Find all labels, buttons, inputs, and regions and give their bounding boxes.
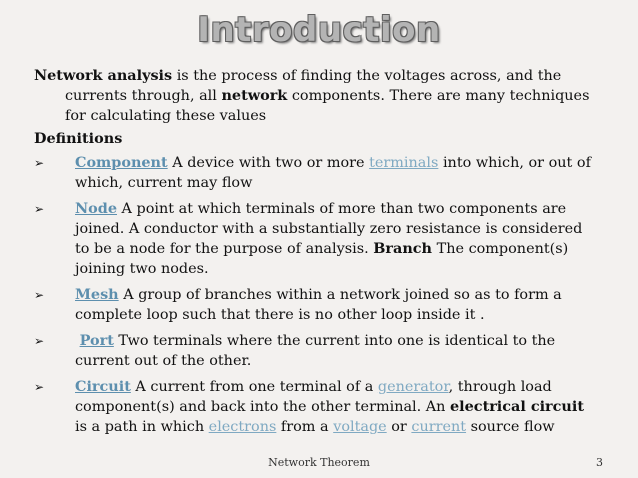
item-text: Two terminals where the current into one is identical to the current out of the other. (75, 333, 556, 369)
intro-text-end: components. There are many techniques for calculating these values (65, 88, 590, 124)
term-node-link[interactable]: Node (75, 200, 117, 217)
term-port-link[interactable]: Port (79, 332, 114, 349)
list-item-circuit (34, 377, 600, 437)
intro-bold-network: network (221, 87, 288, 104)
item-text: A device with two or more (167, 155, 370, 171)
definitions-heading: Definitions (34, 130, 123, 147)
item-text: or (386, 419, 412, 435)
intro-text: is the process of finding the voltages across, and the currents through, all (65, 68, 562, 104)
list-item-node (34, 199, 600, 279)
item-text: source flow (466, 419, 555, 435)
list-item-mesh (34, 285, 600, 325)
arrow-bullet-icon: ➢ (34, 156, 45, 170)
terminals-link[interactable]: terminals (369, 155, 439, 171)
electrical-circuit-bold: electrical circuit (450, 398, 584, 415)
current-link[interactable]: current (411, 419, 467, 435)
arrow-bullet-icon: ➢ (34, 202, 45, 216)
generator-link[interactable]: generator (377, 379, 449, 395)
page-number: 3 (596, 456, 603, 469)
list-item-port (34, 331, 600, 371)
slide-title: Introduction (197, 10, 441, 50)
item-text: is a path in which (75, 419, 209, 435)
term-mesh-link[interactable]: Mesh (75, 286, 119, 303)
item-text: The component(s) joining two nodes. (75, 241, 569, 277)
footer-label: Network Theorem (268, 456, 370, 469)
item-text: A point at which terminals of more than two components are joined. A conductor with a substantially zero resistance is considered to be a node for the purpose of analysis. (75, 201, 583, 257)
voltage-link[interactable]: voltage (333, 419, 387, 435)
slide-body (34, 66, 600, 443)
list-item-component (34, 153, 600, 193)
arrow-bullet-icon: ➢ (34, 380, 45, 394)
item-text: A group of branches within a network joined so as to form a complete loop such that there is no other loop inside it . (75, 287, 562, 323)
item-text: , through load component(s) and back into the other terminal. An (75, 379, 552, 415)
branch-bold: Branch (373, 240, 433, 257)
item-text: A current from one terminal of a (130, 379, 378, 395)
arrow-bullet-icon: ➢ (34, 334, 45, 348)
electrons-link[interactable]: electrons (208, 419, 277, 435)
intro-bold-term: Network analysis (34, 67, 173, 84)
term-circuit-link[interactable]: Circuit (75, 378, 131, 395)
item-text: from a (276, 419, 334, 435)
term-component-link[interactable]: Component (75, 154, 168, 171)
item-text: into which, or out of which, current may flow (75, 155, 591, 191)
intro-paragraph (34, 66, 600, 126)
arrow-bullet-icon: ➢ (34, 288, 45, 302)
definitions-list (34, 153, 600, 437)
